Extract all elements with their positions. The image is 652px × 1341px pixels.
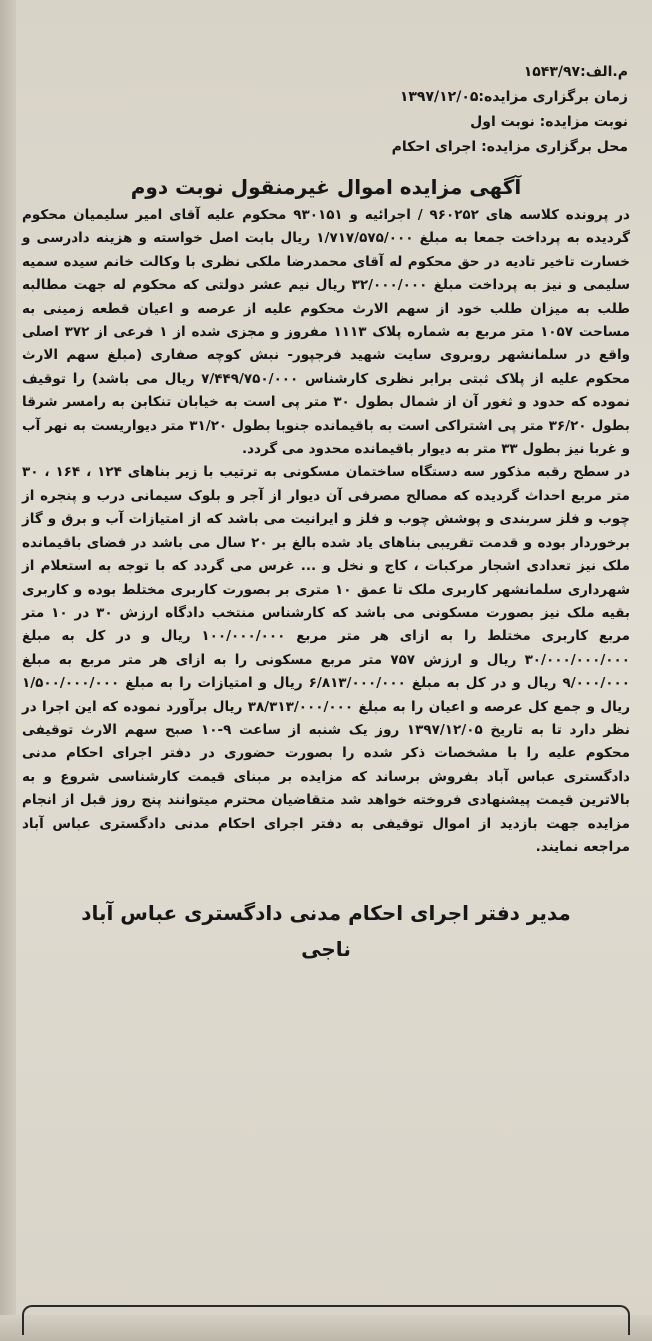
case-number: م.الف:۱۵۴۳/۹۷: [523, 64, 628, 80]
auction-round: نوبت مزایده: نوبت اول: [470, 114, 628, 130]
signature-block: [16, 895, 636, 967]
signature-name: ناجی: [301, 937, 351, 962]
paper-edge: [0, 0, 16, 1341]
notice-meta: [16, 60, 628, 160]
auction-notice: [16, 60, 636, 967]
notice-paragraph-2: در سطح رقبه مذکور سه دستگاه ساختمان مسکونی به ترتیب با زیر بناهای ۱۲۴ ، ۱۶۴ ، ۳۰ متر مربع احداث گردیده که مصالح مصرفی آن دیوار از آجر و بلوک سیمانی درب و پنجره از چوب و فلز سربندی و پوشش چوب و فلز و ایرانیت می باشد که از امتیازات آب و برق و گاز برخوردار بوده و قدمت تقریبی بناهای یاد شده بالغ بر ۲۰ سال می باشد در فضای باقیمانده ملک نیز تعدادی اشجار مرکبات ، کاج و نخل و ... غرس می گردد که با توجه به استعلام از شهرداری سلمانشهر کاربری ملک تا عمق ۱۰ متری بر بصورت کاربری مختلط بوده و کاربری بقیه ملک نیز بصورت مسکونی می باشد که کارشناس منتخب دادگاه ارزش ۳۰ در ۱۰ متر مربع کاربری مختلط را به ازای هر متر مربع ۱۰۰/۰۰۰/۰۰۰ ریال و در کل به مبلغ ۳۰/۰۰۰/۰۰۰/۰۰۰ ریال و ارزش ۷۵۷ متر مربع مسکونی را به ازای هر متر مربع به مبلغ ۹/۰۰۰/۰۰۰ ریال و در کل به مبلغ ۶/۸۱۳/۰۰۰/۰۰۰ ریال و امتیازات را به مبلغ ۱/۵۰۰/۰۰۰/۰۰۰ ریال و جمع کل عرصه و اعیان را به مبلغ ۳۸/۳۱۳/۰۰۰/۰۰۰ ریال برآورد نموده که این اجرا در نظر دارد تا به تاریخ ۱۳۹۷/۱۲/۰۵ روز یک شنبه از ساعت ۹-۱۰ صبح سهم الارث توقیفی محکوم علیه را با مشخصات ذکر شده را بصورت حضوری در دفتر اجرای احکام مدنی دادگستری عباس آباد بفروش برساند که مزایده بر مبنای قیمت کارشناسی شروع و به بالاترین قیمت پیشنهادی فروخته خواهد شد متقاضیان محترم میتوانند پنج روز قبل از انجام مزایده جهت بازدید از اموال توقیفی به دفتر اجرای احکام مدنی دادگستری عباس آباد مراجعه نمایند.: [22, 464, 631, 855]
notice-title: آگهی مزایده اموال غیرمنقول نوبت دوم: [130, 175, 522, 199]
notice-paragraph-1: در پرونده کلاسه های ۹۶۰۲۵۲ / اجرائیه و ۹۳۰۱۵۱ محکوم علیه آقای امیر سلیمیان محکوم گردیده به پرداخت جمعا به مبلغ ۱/۷۱۷/۵۷۵/۰۰۰ ریال بابت اصل خواسته و هزینه دادرسی و خسارت تاخیر تادیه در حق محکوم له آقای محمدرضا ملکی نظری با وکالت خانم سیده سمیه سلیمی و نیز به پرداخت مبلغ ۳۲/۰۰۰/۰۰۰ ریال نیم عشر دولتی که محکوم له جهت مطالبه طلب به میزان طلب خود از سهم الارث محکوم علیه از عرصه و اعیان قطعه زمینی به مساحت ۱۰۵۷ متر مربع به شماره پلاک ۱۱۱۳ مفروز و مجزی شده از ۱ فرعی از ۳۷۲ اصلی واقع در سلمانشهر روبروی سایت شهید فرجپور- نبش کوچه صفاری (مبلغ سهم الارث محکوم علیه از پلاک ثبتی برابر نظری کارشناس ۷/۴۴۹/۷۵۰/۰۰۰ ریال می باشد) را توقیف نموده که حدود و ثغور آن از شمال بطول ۳۰ متر پی است به خیابان تنکابن به رامسر شرقا بطول ۳۶/۲۰ متر پی اشتراکی است به باقیمانده جنوبا بطول ۳۱/۲۰ متر دیواریست به نهر آب و غربا نیز بطول ۳۳ متر به دیوار باقیمانده محدود می گردد.: [22, 207, 631, 458]
auction-date: زمان برگزاری مزایده:۱۳۹۷/۱۲/۰۵: [399, 89, 628, 105]
next-ad-border: [22, 1305, 630, 1335]
signature-title: مدیر دفتر اجرای احکام مدنی دادگستری عباس آباد: [81, 901, 571, 926]
auction-location: محل برگزاری مزایده: اجرای احکام: [391, 139, 628, 155]
